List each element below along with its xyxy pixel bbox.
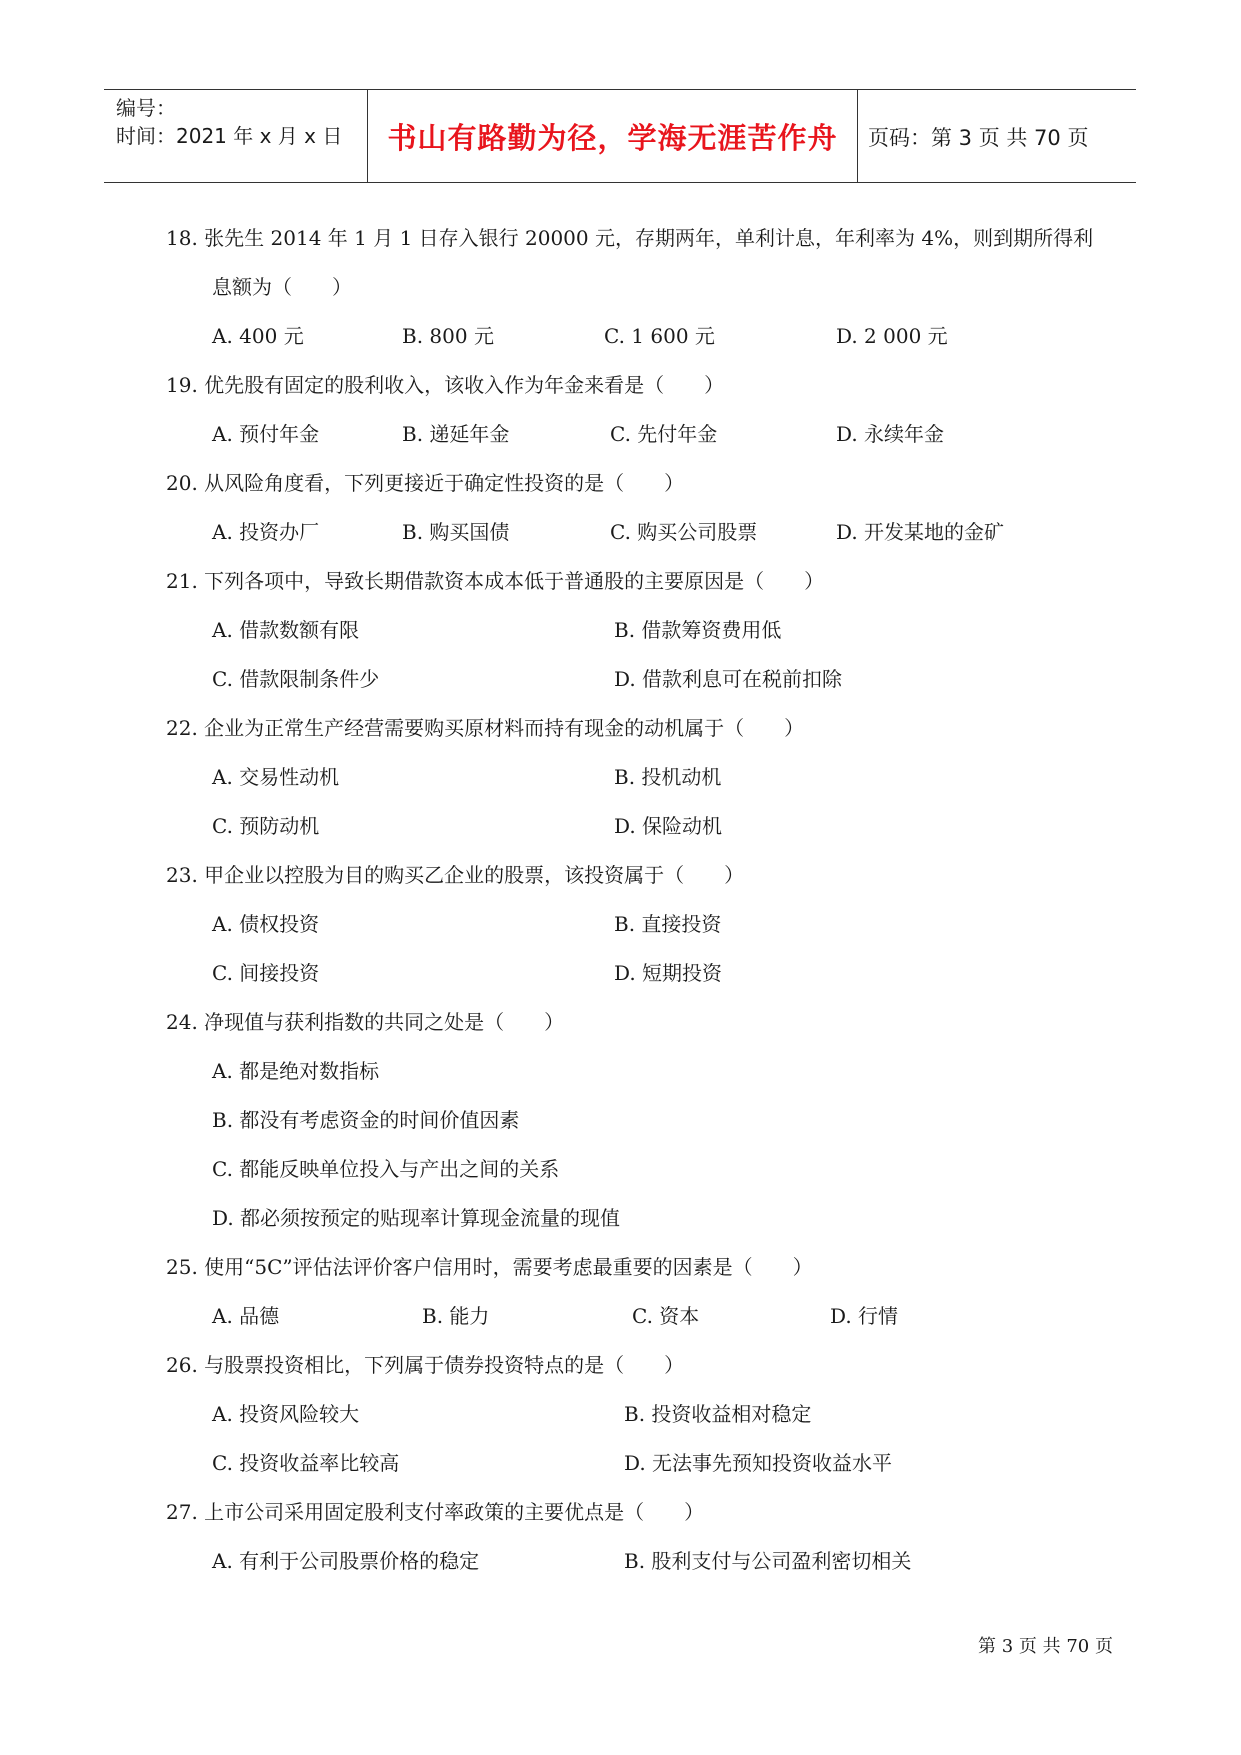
page-footer: 第 3 页 共 70 页 — [978, 1636, 1113, 1657]
option: B. 购买国债 — [402, 520, 510, 544]
option: B. 借款筹资费用低 — [614, 618, 782, 642]
question-stem: 24. 净现值与获利指数的共同之处是（ ） — [166, 1010, 565, 1034]
header-meta — [116, 94, 342, 150]
options-row — [166, 1447, 1146, 1496]
options-row — [166, 1398, 1146, 1447]
option: C. 1 600 元 — [604, 324, 715, 348]
option: B. 投资收益相对稳定 — [624, 1402, 812, 1426]
options-row — [166, 663, 1146, 712]
option: D. 借款利息可在税前扣除 — [614, 667, 843, 691]
page-code: 页码：第 3 页 共 70 页 — [868, 126, 1089, 150]
option: C. 借款限制条件少 — [212, 667, 380, 691]
option: D. 行情 — [830, 1304, 899, 1328]
option: D. 都必须按预定的贴现率计算现金流量的现值 — [212, 1206, 621, 1230]
option: B. 都没有考虑资金的时间价值因素 — [212, 1108, 520, 1132]
page-header — [104, 89, 1136, 183]
option: C. 间接投资 — [212, 961, 320, 985]
question-stem: 22. 企业为正常生产经营需要购买原材料而持有现金的动机属于（ ） — [166, 716, 805, 740]
option: A. 交易性动机 — [212, 765, 340, 789]
question-stem: 20. 从风险角度看，下列更接近于确定性投资的是（ ） — [166, 471, 685, 495]
option: A. 400 元 — [212, 324, 304, 348]
motto: 书山有路勤为径，学海无涯苦作舟 — [387, 121, 838, 155]
option: D. 短期投资 — [614, 961, 723, 985]
option: D. 开发某地的金矿 — [836, 520, 1005, 544]
option: B. 直接投资 — [614, 912, 722, 936]
options-row — [166, 1300, 1146, 1349]
options-row — [166, 810, 1146, 859]
option: C. 都能反映单位投入与产出之间的关系 — [212, 1157, 560, 1181]
option: B. 能力 — [422, 1304, 490, 1328]
question-stem: 27. 上市公司采用固定股利支付率政策的主要优点是（ ） — [166, 1500, 705, 1524]
option: A. 借款数额有限 — [212, 618, 360, 642]
options-row — [166, 614, 1146, 663]
question-stem: 19. 优先股有固定的股利收入，该收入作为年金来看是（ ） — [166, 373, 725, 397]
option: A. 有利于公司股票价格的稳定 — [212, 1549, 480, 1573]
option: A. 投资风险较大 — [212, 1402, 360, 1426]
option: D. 2 000 元 — [836, 324, 948, 348]
option: C. 投资收益率比较高 — [212, 1451, 400, 1475]
option: A. 预付年金 — [212, 422, 320, 446]
question-stem: 18. 张先生 2014 年 1 月 1 日存入银行 20000 元，存期两年，单利计息，年利率为 4%，则到期所得利 — [166, 226, 1094, 250]
option: A. 投资办厂 — [212, 520, 320, 544]
number-label: 编号： — [116, 96, 176, 120]
question-stem: 23. 甲企业以控股为目的购买乙企业的股票，该投资属于（ ） — [166, 863, 745, 887]
option: B. 800 元 — [402, 324, 494, 348]
option: A. 品德 — [212, 1304, 280, 1328]
question-stem: 21. 下列各项中，导致长期借款资本成本低于普通股的主要原因是（ ） — [166, 569, 825, 593]
option: B. 递延年金 — [402, 422, 510, 446]
option: D. 无法事先预知投资收益水平 — [624, 1451, 893, 1475]
option: D. 永续年金 — [836, 422, 945, 446]
question-stem: 25. 使用“5C”评估法评价客户信用时，需要考虑最重要的因素是（ ） — [166, 1255, 813, 1279]
option: A. 债权投资 — [212, 912, 320, 936]
option: B. 投机动机 — [614, 765, 722, 789]
options-row — [166, 320, 1146, 369]
options-row — [166, 908, 1146, 957]
options-row — [166, 957, 1146, 1006]
question-list — [166, 222, 1146, 1594]
options-row — [166, 1545, 1146, 1594]
option: A. 都是绝对数指标 — [212, 1059, 380, 1083]
options-row — [166, 761, 1146, 810]
option: C. 购买公司股票 — [610, 520, 758, 544]
option: C. 资本 — [632, 1304, 700, 1328]
time-label: 时间：2021 年 x 月 x 日 — [116, 124, 343, 148]
question-stem: 26. 与股票投资相比，下列属于债券投资特点的是（ ） — [166, 1353, 685, 1377]
option: C. 预防动机 — [212, 814, 320, 838]
options-row — [166, 418, 1146, 467]
option: B. 股利支付与公司盈利密切相关 — [624, 1549, 912, 1573]
header-divider — [857, 90, 858, 182]
options-row — [166, 516, 1146, 565]
option: D. 保险动机 — [614, 814, 723, 838]
question-stem-continued: 息额为（ ） — [212, 275, 352, 299]
option: C. 先付年金 — [610, 422, 718, 446]
